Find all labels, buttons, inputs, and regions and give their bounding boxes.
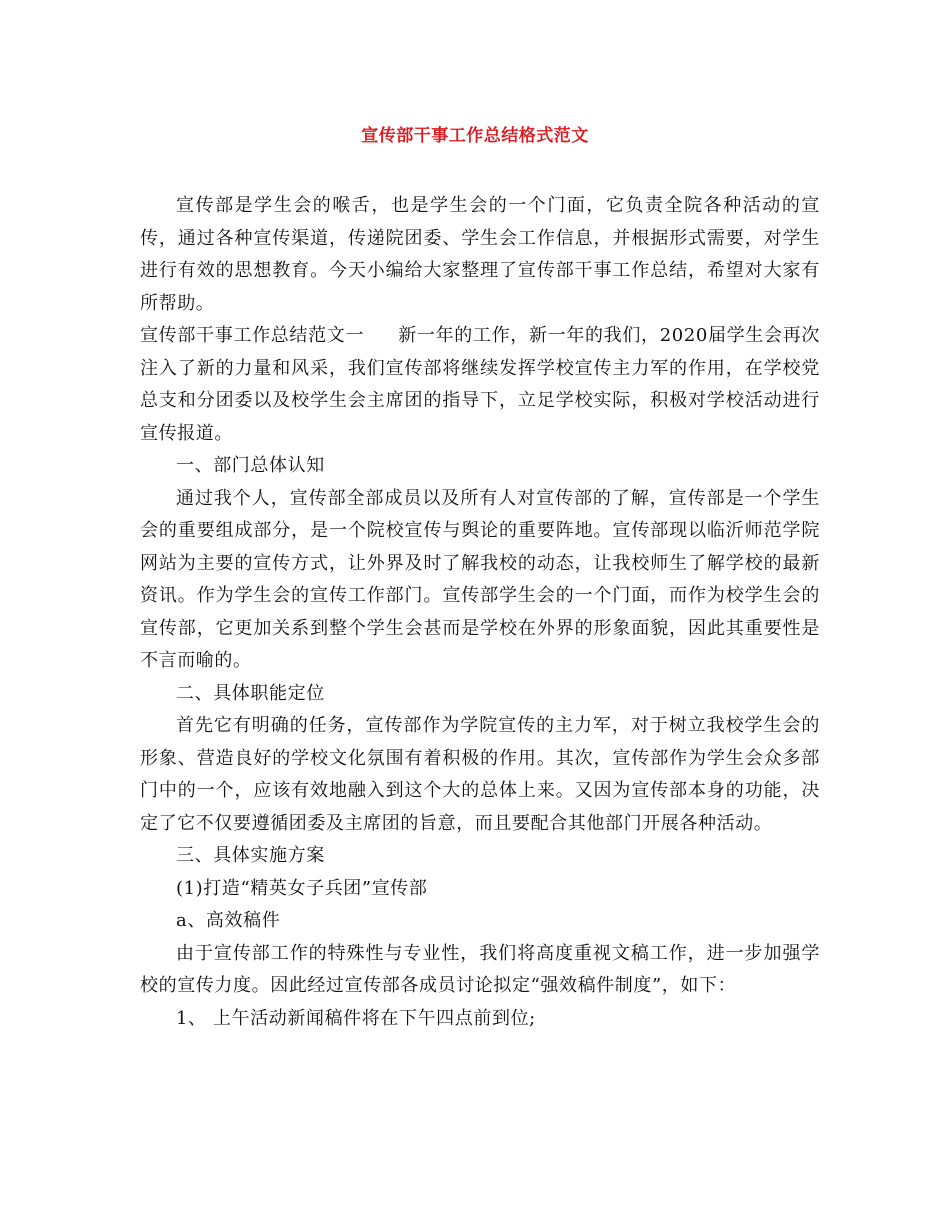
section2-heading: 二、具体职能定位 bbox=[176, 682, 325, 704]
section1-paragraph: 通过我个人，宣传部全部成员以及所有人对宣传部的了解，宣传部是一个学生会的重要组成部分，是一个院校宣传与舆论的重要阵地。宣传部现以临沂师范学院网站为主要的宣传方式，让外界及时了解我校的动态，让我校师生了解学校的最新资讯。作为学生会的宣传工作部门。宣传部学生会的一个门面，而作为校学生会的宣传部，它更加关系到整个学生会甚而是学校在外界的形象面貌，因此其重要性是不言而喻的。 bbox=[140, 487, 820, 671]
intro-paragraph: 宣传部是学生会的喉舌，也是学生会的一个门面，它负责全院各种活动的宣传，通过各种宣传渠道，传递院团委、学生会工作信息，并根据形式需要，对学生进行有效的思想教育。今天小编给大家整理了宣传部干事工作总结，希望对大家有所帮助。 bbox=[140, 195, 820, 314]
sample-heading: 宣传部干事工作总结范文一 bbox=[140, 325, 365, 346]
section3-heading: 三、具体实施方案 bbox=[176, 845, 325, 866]
rule-item-1: 1、 上午活动新闻稿件将在下午四点前到位; bbox=[176, 1007, 536, 1029]
subsection1a-paragraph: 由于宣传部工作的特殊性与专业性，我们将高度重视文稿工作，进一步加强学校的宣传力度。因此经过宣传部各成员讨论拟定“强效稿件制度”，如下： bbox=[140, 942, 820, 996]
document-body bbox=[140, 190, 820, 1035]
document-title: 宣传部干事工作总结格式范文 bbox=[361, 126, 589, 146]
subsection1a-heading: a、高效稿件 bbox=[176, 910, 281, 931]
sample-opening-text: 新一年的工作，新一年的我们，2020届学生会再次注入了新的力量和风采，我们宣传部将继续发挥学校宣传主力军的作用，在学校党总支和分团委以及校学生会主席团的指导下，立足学校实际，积极对学校活动进行宣传报道。 bbox=[140, 325, 820, 444]
sample-paragraph bbox=[140, 320, 820, 450]
section1-heading: 一、部门总体认知 bbox=[176, 455, 325, 476]
subsection1-heading: (1)打造“精英女子兵团”宣传部 bbox=[176, 877, 428, 899]
section2-paragraph: 首先它有明确的任务，宣传部作为学院宣传的主力军，对于树立我校学生会的形象、营造良好的学校文化氛围有着积极的作用。其次，宣传部作为学生会众多部门中的一个，应该有效地融入到这个大的总体上来。又因为宣传部本身的功能，决定了它不仅要遵循团委及主席团的旨意，而且要配合其他部门开展各种活动。 bbox=[140, 715, 820, 834]
